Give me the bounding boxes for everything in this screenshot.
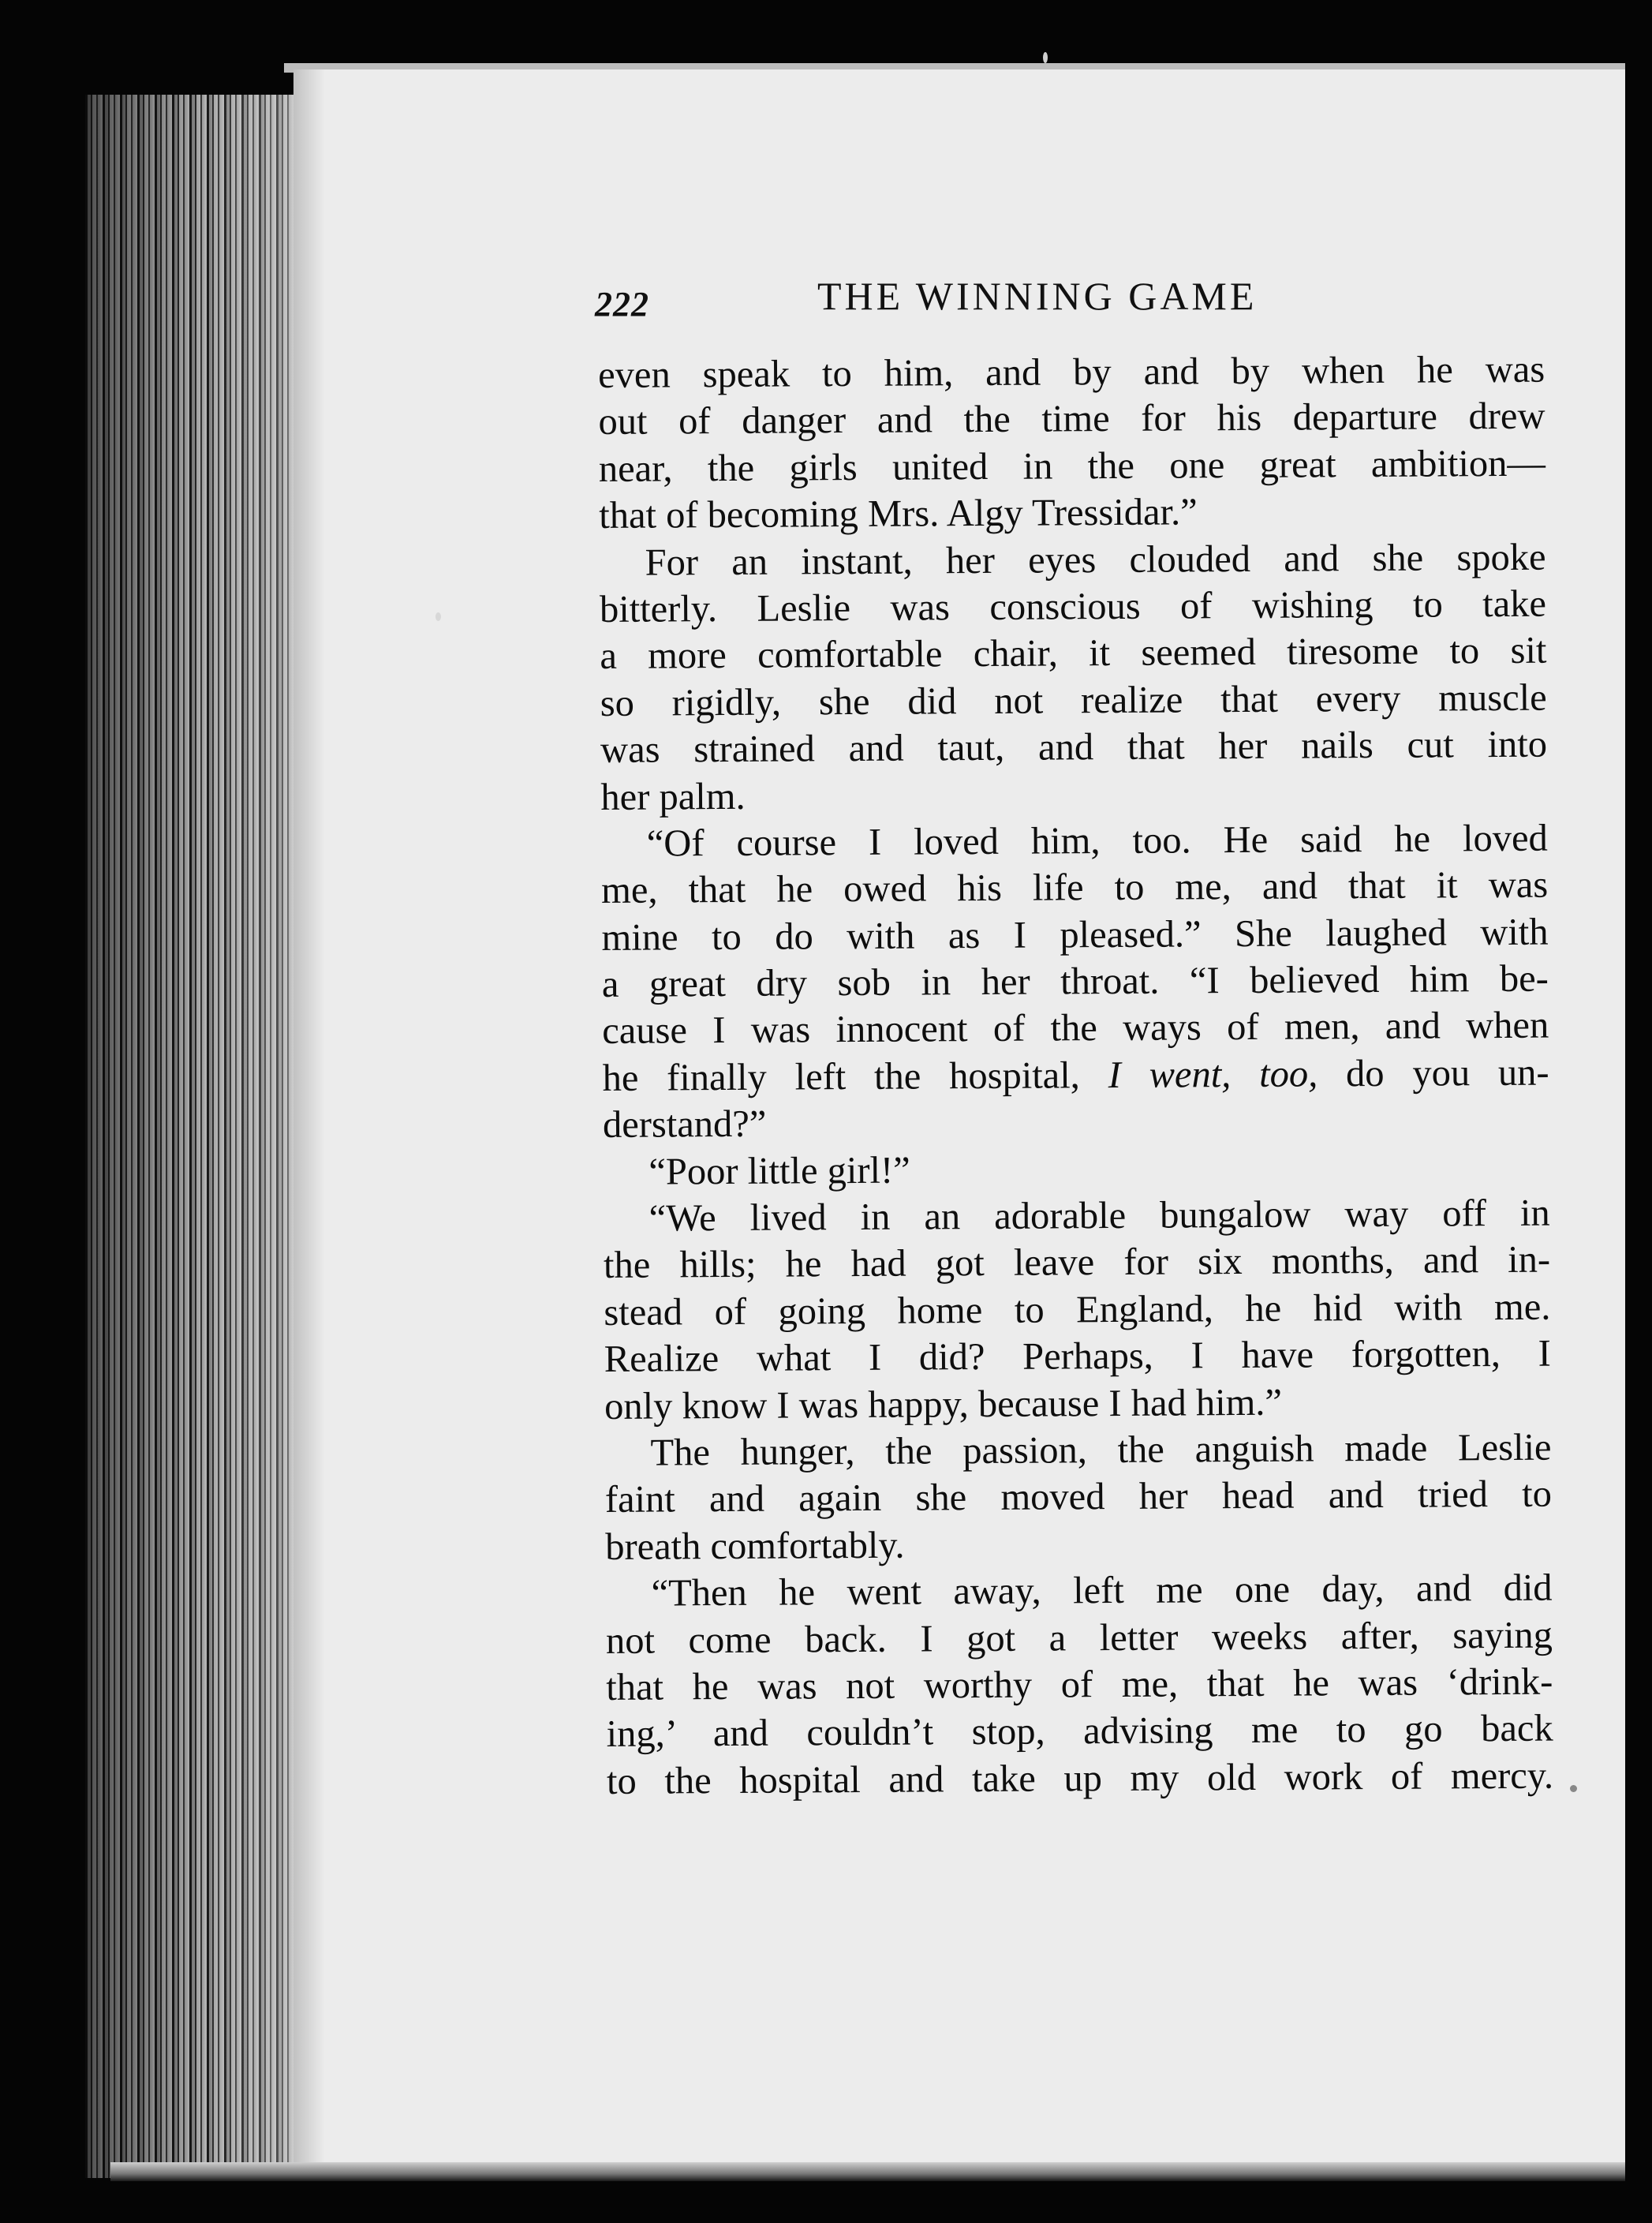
text-line: so rigidly, she did not realize that every muscle <box>600 676 1547 724</box>
text-line: stead of going home to England, he hid with me. <box>604 1286 1551 1334</box>
text-line: bitterly. Leslie was conscious of wishing to take <box>599 582 1547 631</box>
text-line: near, the girls united in the one great ambition— <box>598 442 1546 490</box>
text-line: faint and again she moved her head and tried to <box>604 1473 1553 1521</box>
page-number: 222 <box>595 285 649 324</box>
text-line: “Poor little girl!” <box>648 1149 910 1193</box>
text-line: breath comfortably. <box>605 1524 905 1568</box>
text-line: ing,’ and couldn’t stop, advising me to go back <box>606 1707 1553 1756</box>
italic-text-segment: I went, too, <box>1108 1053 1318 1096</box>
text-line: a great dry sob in her throat. “I believed him be- <box>601 957 1549 1006</box>
text-line: cause I was innocent of the ways of men, and when <box>602 1005 1549 1053</box>
body-text <box>598 346 1553 1805</box>
text-line: not come back. I got a letter weeks after, saying <box>605 1614 1553 1662</box>
text-line: The hunger, the passion, the anguish made Leslie <box>650 1426 1552 1474</box>
text-line: out of danger and the time for his departure drew <box>598 395 1545 443</box>
text-line: For an instant, her eyes clouded and she spoke <box>645 536 1546 584</box>
text-segment: do you un- <box>1317 1051 1549 1095</box>
text-line: was strained and taut, and that her nails cut into <box>600 723 1548 772</box>
text-line: that of becoming Mrs. Algy Tressidar.” <box>599 491 1198 537</box>
text-line: “We lived in an adorable bungalow way off in <box>648 1192 1550 1240</box>
text-line <box>602 1050 1549 1102</box>
text-line: her palm. <box>600 775 746 818</box>
running-head: THE WINNING GAME <box>817 274 1258 318</box>
text-line: derstand?” <box>602 1102 767 1147</box>
page-header <box>595 273 1557 328</box>
text-line: “Of course I loved him, too. He said he loved <box>646 817 1548 865</box>
text-line: mine to do with as I pleased.” She laughed with <box>601 911 1549 959</box>
text-line: a more comfortable chair, it seemed tiresome to sit <box>600 630 1547 678</box>
text-line: me, that he owed his life to me, and that it was <box>601 863 1549 912</box>
page-bottom-edge <box>110 2162 1625 2181</box>
text-line: only know I was happy, because I had him.” <box>604 1381 1283 1428</box>
text-line: Realize what I did? Perhaps, I have forgotten, I <box>604 1332 1551 1381</box>
page-block-shade <box>85 95 300 2178</box>
dust-speck <box>1570 1785 1577 1792</box>
text-line: “Then he went away, left me one day, and did <box>651 1566 1553 1615</box>
text-segment: he finally left the hospital, <box>602 1053 1108 1099</box>
dust-speck <box>1043 52 1048 63</box>
text-line: the hills; he had got leave for six months, and in- <box>603 1239 1551 1287</box>
text-line: that he was not worthy of me, that he was ‘drink- <box>606 1660 1553 1708</box>
dust-speck <box>435 612 441 621</box>
text-line: even speak to him, and by and by when he was <box>598 348 1545 396</box>
gutter-shadow <box>293 69 325 2175</box>
text-line: to the hospital and take up my old work of mercy. <box>606 1754 1554 1802</box>
